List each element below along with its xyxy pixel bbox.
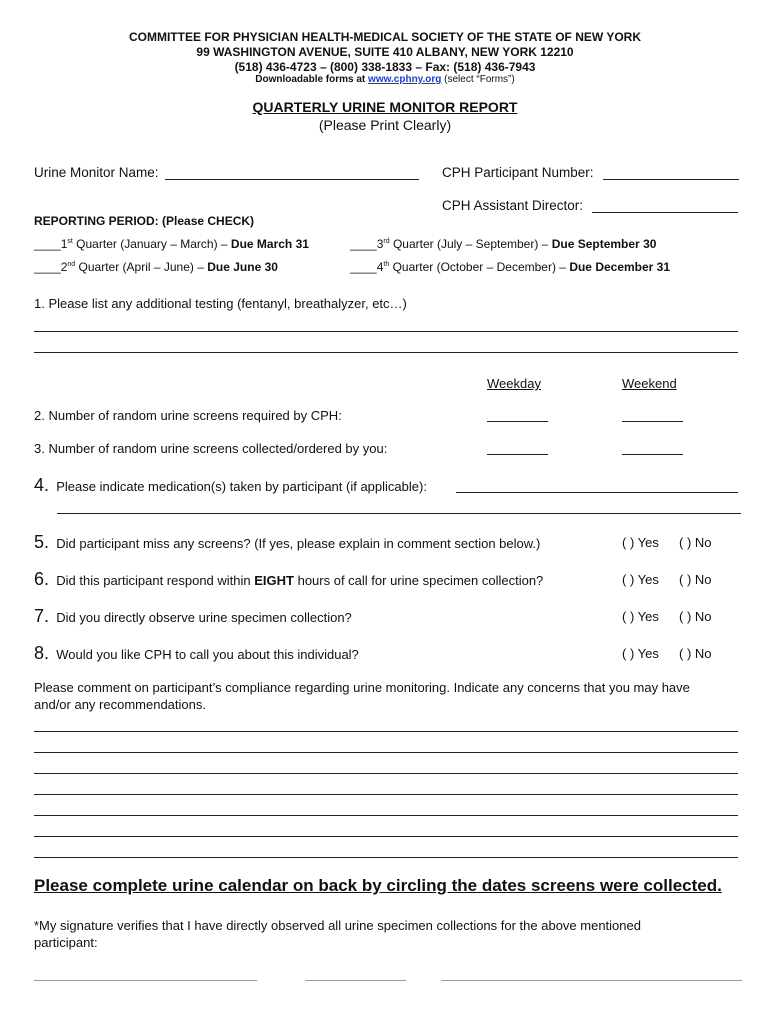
q7-text: Did you directly observe urine specimen collection? — [56, 610, 352, 625]
q8-no-option[interactable]: ( ) No — [679, 646, 712, 661]
assistant-director-field[interactable] — [592, 212, 738, 213]
calendar-note: Please complete urine calendar on back by circling the dates screens were collected. — [34, 876, 722, 895]
comment-line-1[interactable] — [34, 731, 738, 732]
monitor-name-label: Urine Monitor Name: — [34, 165, 159, 180]
comment-prompt-line-2: and/or any recommendations. — [34, 697, 206, 712]
q3-ord: 3 — [376, 237, 384, 251]
quarter-2-option[interactable] — [34, 260, 278, 274]
q1-answer-line-1[interactable] — [34, 331, 738, 332]
q6-number: 6. — [34, 569, 50, 589]
q8-yes-option[interactable]: ( ) Yes — [622, 646, 659, 661]
q3-weekend-field[interactable] — [622, 454, 683, 455]
q8-number: 8. — [34, 643, 50, 663]
monitor-name-field[interactable] — [165, 179, 419, 180]
question-6 — [34, 569, 543, 590]
comment-line-2[interactable] — [34, 752, 738, 753]
question-7 — [34, 606, 352, 627]
download-line — [0, 74, 770, 85]
q4-text: Please indicate medication(s) taken by participant (if applicable): — [56, 479, 427, 494]
q3-text: Quarter (July – September) – — [389, 237, 552, 251]
signature-statement-line-2: participant: — [34, 935, 98, 950]
comment-line-6[interactable] — [34, 836, 738, 837]
quarter-3-option[interactable] — [350, 237, 656, 251]
question-2: 2. Number of random urine screens required by CPH: — [34, 408, 342, 423]
q7-no-option[interactable]: ( ) No — [679, 609, 712, 624]
signature-statement-line-1: *My signature verifies that I have directly observed all urine specimen collections for the above mentioned — [34, 918, 641, 933]
q4-due: Due December 31 — [569, 260, 671, 274]
q2-ord: 2 — [60, 260, 68, 274]
q2-due: Due June 30 — [207, 260, 278, 274]
page-subtitle: (Please Print Clearly) — [318, 117, 452, 133]
comment-line-4[interactable] — [34, 794, 738, 795]
org-phone: (518) 436-4723 – (800) 338-1833 – Fax: (518) 436-7943 — [234, 60, 536, 74]
q1-blank: ____ — [34, 237, 61, 251]
q3-due: Due September 30 — [551, 237, 657, 251]
q5-yes-option[interactable]: ( ) Yes — [622, 535, 659, 550]
q7-number: 7. — [34, 606, 50, 626]
weekend-header: Weekend — [622, 376, 677, 391]
q1-ord: 1 — [60, 237, 68, 251]
q2-blank: ____ — [34, 260, 61, 274]
question-8 — [34, 643, 359, 664]
participant-number-field[interactable] — [603, 179, 739, 180]
website-link[interactable]: www.cphny.org — [368, 74, 442, 85]
q6-yes-option[interactable]: ( ) Yes — [622, 572, 659, 587]
comment-prompt-line-1: Please comment on participant’s compliance regarding urine monitoring. Indicate any concerns that you may have — [34, 680, 690, 695]
q6-no-option[interactable]: ( ) No — [679, 572, 712, 587]
q4-number: 4. — [34, 475, 50, 495]
q5-number: 5. — [34, 532, 50, 552]
page-title: QUARTERLY URINE MONITOR REPORT — [252, 99, 518, 115]
question-5 — [34, 532, 540, 553]
q2-weekday-field[interactable] — [487, 421, 548, 422]
q1-answer-line-2[interactable] — [34, 352, 738, 353]
participant-number-label: CPH Participant Number: — [442, 165, 594, 180]
q3-weekday-field[interactable] — [487, 454, 548, 455]
q1-text: Quarter (January – March) – — [72, 237, 231, 251]
org-address: 99 WASHINGTON AVENUE, SUITE 410 ALBANY, NEW YORK 12210 — [196, 45, 574, 59]
question-3: 3. Number of random urine screens collected/ordered by you: — [34, 441, 388, 456]
q1-due: Due March 31 — [230, 237, 309, 251]
q4-answer-line-2[interactable] — [57, 513, 741, 514]
q8-text: Would you like CPH to call you about this individual? — [56, 647, 359, 662]
q6-pre: Did this participant respond within — [56, 573, 255, 588]
q4-ord: 4 — [376, 260, 384, 274]
comment-line-3[interactable] — [34, 773, 738, 774]
printed-name-field[interactable] — [441, 980, 742, 981]
q4-answer-field[interactable] — [456, 492, 738, 493]
q4-text: Quarter (October – December) – — [389, 260, 570, 274]
assistant-director-label: CPH Assistant Director: — [442, 198, 584, 213]
q1-sup: st — [67, 238, 73, 245]
quarter-4-option[interactable] — [350, 260, 670, 274]
org-name: COMMITTEE FOR PHYSICIAN HEALTH-MEDICAL SOCIETY OF THE STATE OF NEW YORK — [128, 30, 641, 44]
weekday-header: Weekday — [487, 376, 541, 391]
question-4 — [34, 475, 427, 496]
question-1: 1. Please list any additional testing (fentanyl, breathalyzer, etc…) — [34, 296, 407, 311]
date-field[interactable] — [305, 980, 406, 981]
q3-sup: rd — [383, 238, 390, 245]
q7-yes-option[interactable]: ( ) Yes — [622, 609, 659, 624]
comment-line-7[interactable] — [34, 857, 738, 858]
reporting-period-label: REPORTING PERIOD: (Please CHECK) — [34, 214, 255, 228]
comment-line-5[interactable] — [34, 815, 738, 816]
q5-no-option[interactable]: ( ) No — [679, 535, 712, 550]
q2-sup: nd — [67, 261, 76, 268]
download-suffix: (select “Forms”) — [441, 74, 515, 85]
download-prefix: Downloadable forms at — [255, 74, 369, 85]
quarter-1-option[interactable] — [34, 237, 309, 251]
q2-weekend-field[interactable] — [622, 421, 683, 422]
q6-post: hours of call for urine specimen collection? — [293, 573, 544, 588]
q2-text: Quarter (April – June) – — [75, 260, 208, 274]
signature-field[interactable] — [34, 980, 257, 981]
q5-text: Did participant miss any screens? (If yes, please explain in comment section below.) — [56, 536, 541, 551]
q4-sup: th — [383, 261, 390, 268]
q3-blank: ____ — [350, 237, 377, 251]
q6-bold: EIGHT — [254, 573, 294, 588]
q4-blank: ____ — [350, 260, 377, 274]
